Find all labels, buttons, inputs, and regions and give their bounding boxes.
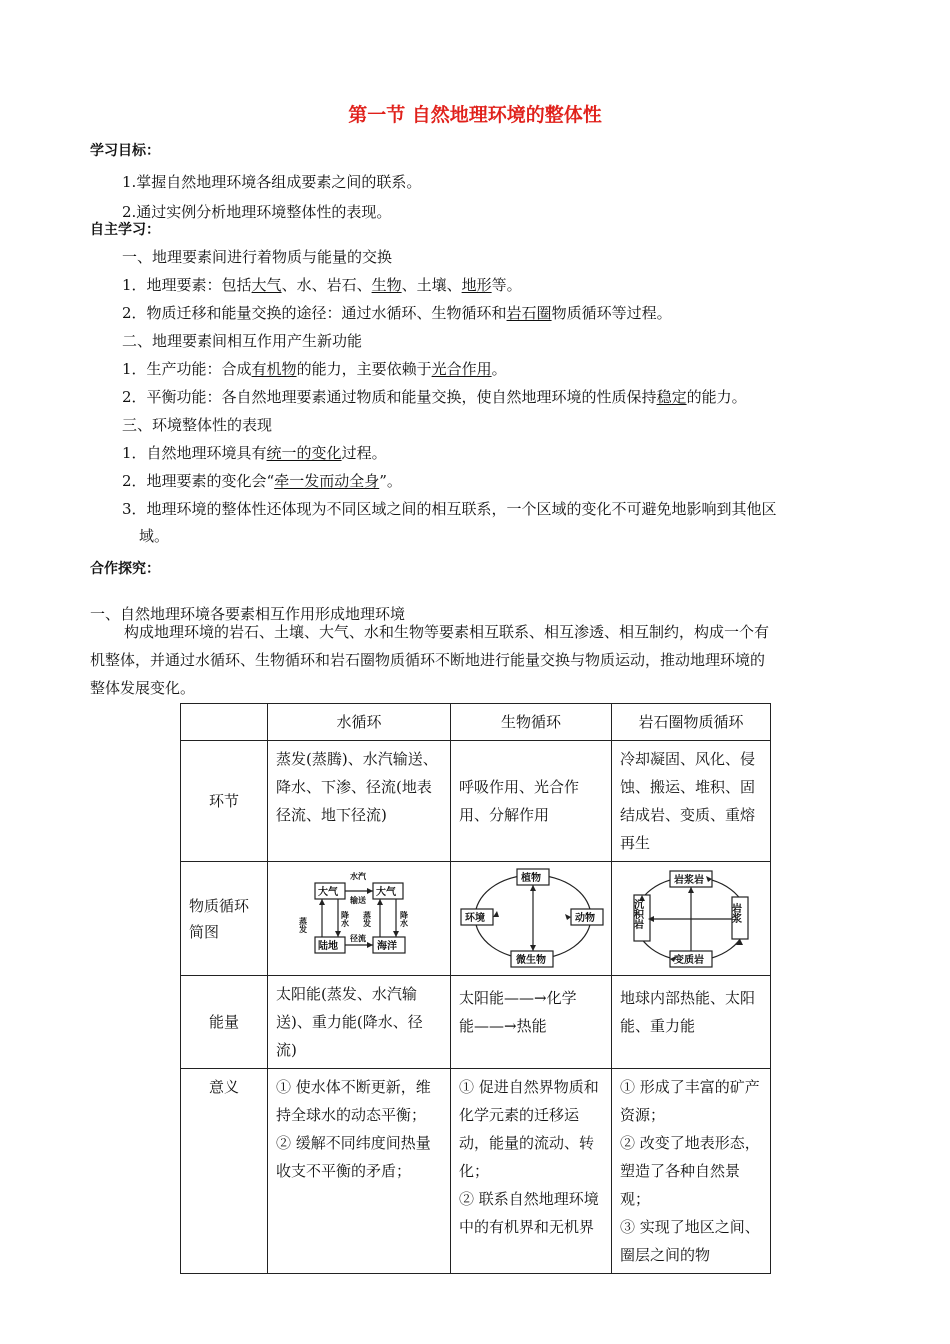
rock-cycle-diagram-cell [612, 862, 771, 976]
table-cell: 地球内部热能、太阳能、重力能 [612, 976, 771, 1069]
diagram-label: 蒸发 [298, 916, 308, 933]
diagram-label: 岩浆 [729, 902, 741, 923]
text-line: 2．平衡功能：各自然地理要素通过物质和能量交换，使自然地理环境的性质保持稳定的能力。 [122, 388, 747, 406]
diagram-label: 大气 [376, 886, 396, 898]
section-heading: 一、地理要素间进行着物质与能量的交换 [122, 248, 393, 266]
text-line: 域。 [139, 527, 170, 545]
diagram-label: 动物 [575, 912, 595, 924]
meaning-item: ① 促进自然界物质和化学元素的迁移运动，能量的流动、转化； [459, 1078, 599, 1180]
text-line: 1．地理要素：包括大气、水、岩石、生物、土壤、地形等。 [122, 276, 522, 294]
bio-cycle-diagram-cell [451, 862, 612, 976]
text-line: 3．地理环境的整体性还体现为不同区域之间的相互联系，一个区域的变化不可避免地影响到其他区 [122, 500, 777, 518]
goal-item: 2.通过实例分析地理环境整体性的表现。 [122, 203, 392, 221]
table-row [181, 741, 771, 862]
table-cell [451, 976, 612, 1069]
table-row [181, 862, 771, 976]
diagram-label: 环境 [465, 912, 485, 924]
text-line: 1．自然地理环境具有统一的变化过程。 [122, 444, 387, 462]
energy-line: 太阳能——→化学 [459, 989, 577, 1007]
water-cycle-diagram [270, 867, 448, 971]
table-header-cell [181, 704, 268, 741]
text-line: 1．生产功能：合成有机物的能力，主要依赖于光合作用。 [122, 360, 507, 378]
water-cycle-diagram-cell [268, 862, 451, 976]
cycle-table [180, 703, 771, 1274]
table-header-cell: 水循环 [268, 704, 451, 741]
diagram-label: 海洋 [377, 940, 397, 952]
table-row [181, 976, 771, 1069]
goal-item: 1.掌握自然地理环境各组成要素之间的联系。 [122, 173, 422, 191]
diagram-label: 径流 [350, 933, 366, 943]
rock-cycle-diagram [616, 867, 766, 971]
diagram-label: 蒸发 [362, 910, 372, 927]
diagram-label: 水汽 [350, 871, 366, 881]
text-line: 2．物质迁移和能量交换的途径：通过水循环、生物循环和岩石圈物质循环等过程。 [122, 304, 672, 322]
paragraph-line: 整体发展变化。 [90, 679, 196, 697]
row-label: 意义 [181, 1069, 268, 1274]
paragraph-line: 构成地理环境的岩石、土壤、大气、水和生物等要素相互联系、相互渗透、相互制约，构成一个有 [124, 623, 770, 641]
section-heading: 一、自然地理环境各要素相互作用形成地理环境 [90, 605, 406, 623]
page-title: 第一节 自然地理环境的整体性 [348, 104, 602, 126]
bio-cycle-diagram [453, 867, 609, 971]
section-heading: 二、地理要素间相互作用产生新功能 [122, 332, 363, 350]
table-cell: 呼吸作用、光合作用、分解作用 [451, 741, 612, 862]
diagram-label: 降水 [340, 910, 350, 927]
meaning-item: ③ 实现了地区之间、圈层之间的物 [620, 1218, 760, 1264]
coop-heading: 合作探究： [90, 561, 160, 577]
section-heading: 三、环境整体性的表现 [122, 416, 273, 434]
row-label: 能量 [181, 976, 268, 1069]
text-line: 2．地理要素的变化会“牵一发而动全身”。 [122, 472, 402, 490]
diagram-label: 降水 [399, 910, 409, 927]
goals-heading: 学习目标： [90, 143, 160, 159]
table-header-cell: 生物循环 [451, 704, 612, 741]
table-row [181, 1069, 771, 1274]
row-label: 环节 [181, 741, 268, 862]
energy-line: 能——→热能 [459, 1017, 547, 1035]
table-cell: 冷却凝固、风化、侵蚀、搬运、堆积、固结成岩、变质、重熔再生 [612, 741, 771, 862]
table-cell [268, 1069, 451, 1274]
self-study-heading: 自主学习： [90, 222, 160, 238]
diagram-label: 沉积岩 [631, 898, 643, 929]
meaning-item: ① 使水体不断更新，维持全球水的动态平衡； [276, 1078, 431, 1124]
meaning-item: ② 缓解不同纬度间热量收支不平衡的矛盾； [276, 1134, 431, 1180]
diagram-label: 岩浆岩 [674, 874, 704, 886]
table-cell: 太阳能(蒸发、水汽输送)、重力能(降水、径流) [268, 976, 451, 1069]
meaning-item: ② 联系自然地理环境中的有机界和无机界 [459, 1190, 599, 1236]
table-cell: 蒸发(蒸腾)、水汽输送、降水、下渗、径流(地表径流、地下径流) [268, 741, 451, 862]
paragraph-line: 机整体，并通过水循环、生物循环和岩石圈物质循环不断地进行能量交换与物质运动，推动地理环境的 [90, 651, 766, 669]
table-cell [451, 1069, 612, 1274]
diagram-label: 大气 [318, 886, 338, 898]
diagram-label: 植物 [521, 872, 541, 884]
table-cell [612, 1069, 771, 1274]
meaning-item: ② 改变了地表形态，塑造了各种自然景观； [620, 1134, 760, 1208]
diagram-label: 微生物 [516, 954, 546, 966]
table-header-cell: 岩石圈物质循环 [612, 704, 771, 741]
row-label: 物质循环简图 [181, 862, 268, 976]
meaning-item: ① 形成了丰富的矿产资源； [620, 1078, 760, 1124]
table-header-row [181, 704, 771, 741]
diagram-label: 变质岩 [674, 954, 704, 966]
diagram-label: 输送 [350, 895, 366, 905]
diagram-label: 陆地 [318, 940, 338, 952]
